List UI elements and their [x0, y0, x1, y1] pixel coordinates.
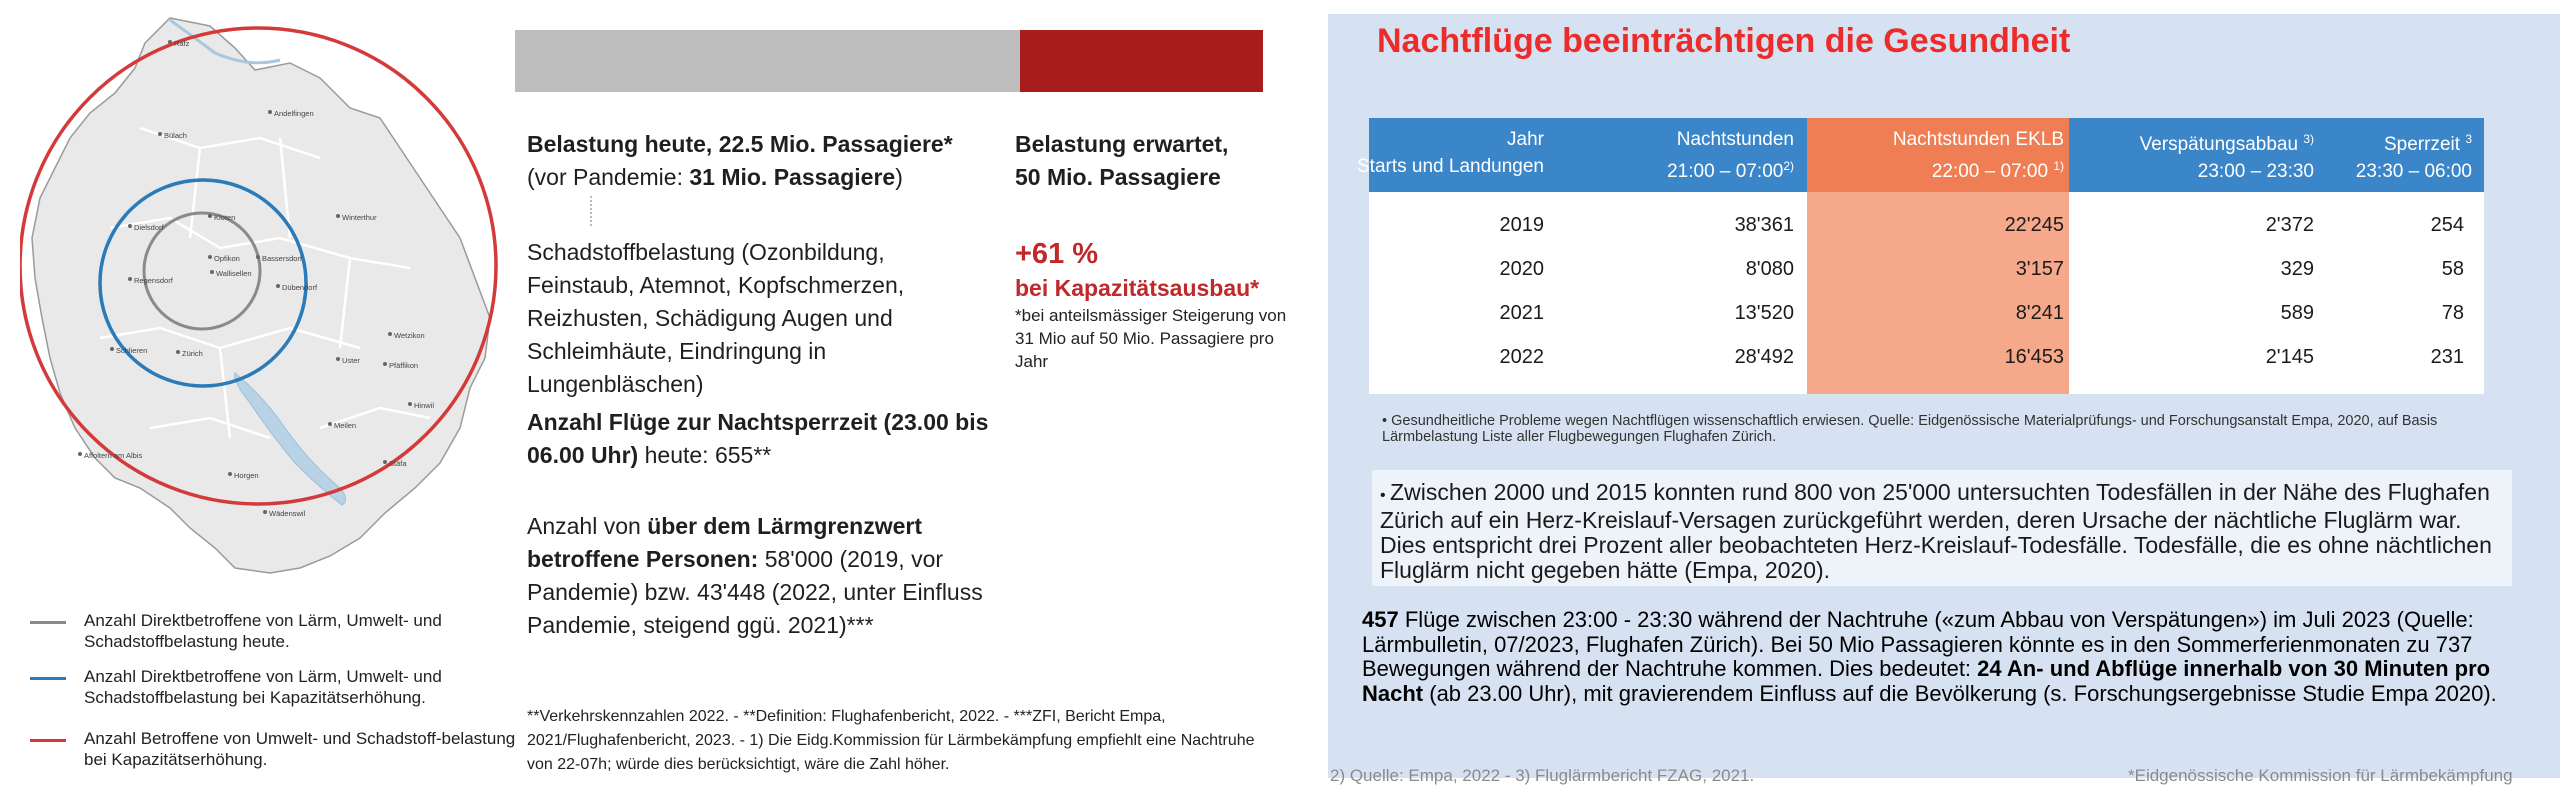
town-dot	[383, 362, 387, 366]
town-label: Andelfingen	[274, 109, 314, 118]
health-note-text: Gesundheitliche Probleme wegen Nachtflügen wissenschaftlich erwiesen. Quelle: Eidgenössische Materialprüfungs- und Forschungsanstalt Empa, 2020, auf Basis Lärmbelastung Liste aller Flugbewegungen Flughafen Zürich.	[1382, 413, 2438, 445]
town-label: Stäfa	[389, 459, 407, 468]
cell-versp-2019: 2'372	[2265, 214, 2314, 236]
cell-sperr-2019: 254	[2430, 214, 2464, 236]
legend-line-blue	[30, 677, 66, 680]
cell-versp-2020: 329	[2280, 258, 2314, 280]
cell-nacht-2020: 8'080	[1745, 258, 1794, 280]
cell-sperr-2022: 231	[2430, 346, 2464, 368]
town-dot	[256, 255, 260, 259]
cell-nacht-2022: 28'492	[1734, 346, 1794, 368]
para-bold: 24 An- und Abflüge innerhalb von 30 Minuten pro Nacht	[1362, 656, 2491, 706]
expected-heading-1: Belastung erwartet,	[1015, 131, 1229, 157]
header-eklb-l2-text: 22:00 – 07:00	[1931, 161, 2049, 182]
increase-pct: +61 %	[1015, 238, 1099, 270]
town-dot	[263, 510, 267, 514]
header-eklb-sup: 1)	[2053, 159, 2064, 173]
header-verspaetung	[2140, 126, 2314, 185]
para-text-b: (ab 23.00 Uhr), mit gravierendem Einfluss auf die Bevölkerung (s. Forschungsergebnisse Studie Empa 2020).	[1423, 680, 2497, 706]
increase-block	[1015, 236, 1295, 373]
pollution-text: Schadstoffbelastung (Ozonbildung, Feinstaub, Atemnot, Kopfschmerzen, Reizhusten, Schädigung Augen und Schleimhäute, Eindringung in Lungenbläschen)	[527, 239, 905, 397]
header-nachtstunden	[1667, 126, 1794, 185]
night-flights-table	[1357, 118, 2484, 394]
town-label: Meilen	[334, 421, 357, 430]
town-label: Winterthur	[342, 213, 377, 222]
header-eklb	[1893, 126, 2064, 185]
town-dot	[208, 255, 212, 259]
header-nachtstunden-sup: 2)	[1783, 159, 1794, 173]
header-verspaetung-l1	[2140, 126, 2314, 158]
town-dot	[110, 347, 114, 351]
affected-bold: über dem Lärmgrenzwert betroffene Personen:	[527, 513, 922, 572]
town-label: Hinwil	[414, 401, 435, 410]
middle-footnote: **Verkehrskennzahlen 2022. - **Definition: Flughafenbericht, 2022. - ***ZFI, Bericht Empa, 2021/Flughafenbericht, 2023. - 1) Die Eidg.Kommission für Lärmbekämpfung empfiehlt eine Nachtruhe von 22-07h; würde dies berücksichtigt, wäre die Zahl höher.	[527, 708, 1255, 773]
cell-jahr-2020: 2020	[1499, 258, 1544, 280]
today-pre-prefix: (vor Pandemie:	[527, 164, 690, 190]
cell-jahr-2022: 2022	[1499, 346, 1544, 368]
header-sperrzeit	[2356, 126, 2472, 185]
town-label: Schlieren	[116, 346, 148, 355]
town-dot	[78, 452, 82, 456]
town-dot	[336, 357, 340, 361]
cell-nacht-2019: 38'361	[1734, 214, 1794, 236]
panel-title: Nachtflüge beeinträchtigen die Gesundheit	[1377, 22, 2071, 60]
header-sperrzeit-l1-text: Sperrzeit	[2384, 134, 2461, 155]
town-dot	[158, 132, 162, 136]
header-sperrzeit-l1	[2356, 126, 2472, 158]
town-label: Wädenswil	[269, 509, 306, 518]
header-verspaetung-sup: 3)	[2303, 132, 2314, 146]
affected-prefix: Anzahl von	[527, 513, 648, 539]
header-eklb-l2	[1893, 153, 2064, 185]
expected-heading-2: 50 Mio. Passagiere	[1015, 164, 1221, 190]
town-dot	[268, 110, 272, 114]
town-label: Uster	[342, 356, 360, 365]
town-label: Regensdorf	[134, 276, 173, 285]
passenger-bar-increase	[1020, 30, 1263, 92]
today-pre-bold: 31 Mio. Passagiere	[689, 164, 896, 190]
cell-eklb-2020: 3'157	[2015, 258, 2064, 280]
town-dot	[388, 332, 392, 336]
para-text-a: Flüge zwischen 23:00 - 23:30 während der Nachtruhe («zum Abbau von Verspätungen») im Juli 2023 (Quelle: Lärmbulletin, 07/2023, Flughafen Zürich). Bei 50 Mio Passagieren könnte es in den Sommerferienmonaten zu 737 Bewegungen während der Nachtruhe kommen. Dies bedeutet:	[1362, 607, 2474, 681]
town-label: Kloten	[214, 213, 236, 222]
increase-note: *bei anteilsmässiger Steigerung von 31 Mio auf 50 Mio. Passagiere pro Jahr	[1015, 306, 1287, 371]
town-label: Opfikon	[214, 254, 240, 263]
flights-block	[527, 406, 1007, 472]
town-dot	[276, 284, 280, 288]
town-dot	[128, 224, 132, 228]
header-nachtstunden-l2-text: 21:00 – 07:00	[1667, 161, 1784, 182]
town-label: Pfäffikon	[389, 361, 419, 370]
town-label: Rafz	[174, 39, 190, 48]
town-dot	[228, 472, 232, 476]
header-nachtstunden-l1: Nachtstunden	[1676, 129, 1794, 150]
increase-label: bei Kapazitätsausbau*	[1015, 275, 1260, 301]
town-dot	[208, 214, 212, 218]
cell-eklb-2021: 8'241	[2015, 302, 2064, 324]
legend-line-red	[30, 739, 66, 742]
town-label: Dielsdorf	[134, 223, 164, 232]
town-dot	[408, 402, 412, 406]
town-label: Bülach	[164, 131, 187, 140]
town-dot	[328, 422, 332, 426]
health-note	[1382, 413, 2477, 445]
header-jahr-l1: Jahr	[1507, 129, 1544, 150]
cell-jahr-2019: 2019	[1499, 214, 1544, 236]
cell-versp-2021: 589	[2280, 302, 2314, 324]
header-sperrzeit-sup: 3	[2465, 132, 2472, 146]
cell-sperr-2021: 78	[2441, 302, 2464, 324]
header-nachtstunden-l2	[1667, 153, 1794, 185]
bullet-icon: •	[1382, 413, 1392, 429]
town-label: Horgen	[234, 471, 259, 480]
town-dot	[336, 214, 340, 218]
today-block	[527, 128, 1007, 194]
cell-eklb-2019: 22'245	[2004, 214, 2064, 236]
cell-jahr-2021: 2021	[1499, 302, 1544, 324]
town-dot	[210, 270, 214, 274]
affected-rest: 58'000 (2019, vor Pandemie) bzw. 43'448 (2022, unter Einfluss Pandemie, steigend ggü. 2021)***	[527, 546, 983, 638]
passenger-bar-today	[515, 30, 1020, 92]
cell-eklb-2022: 16'453	[2004, 346, 2064, 368]
cell-versp-2022: 2'145	[2265, 346, 2314, 368]
town-dot	[128, 277, 132, 281]
affected-block	[527, 510, 997, 642]
town-label: Zürich	[182, 349, 203, 358]
header-eklb-l1: Nachtstunden EKLB	[1892, 129, 2064, 150]
town-dot	[176, 350, 180, 354]
july-flights-paragraph	[1362, 608, 2512, 706]
legend-text-blue: Anzahl Direktbetroffene von Lärm, Umwelt- und Schadstoffbelastung bei Kapazitätserhöhung.	[84, 667, 442, 707]
town-dot	[168, 40, 172, 44]
canton-map	[20, 8, 500, 596]
expected-block	[1015, 128, 1285, 194]
header-jahr-l2: Starts und Landungen	[1357, 156, 1544, 177]
header-jahr	[1357, 126, 1544, 180]
source-left: 2) Quelle: Empa, 2022 - 3) Fluglärmbericht FZAG, 2021.	[1330, 766, 1755, 785]
bullet-icon: •	[1380, 487, 1391, 504]
town-label: Wetzikon	[394, 331, 425, 340]
para-number: 457	[1362, 607, 1399, 632]
flights-rest: heute: 655**	[638, 442, 772, 468]
header-sperrzeit-l2: 23:30 – 06:00	[2355, 161, 2472, 182]
today-heading: Belastung heute, 22.5 Mio. Passagiere*	[527, 131, 953, 157]
town-label: Affoltern am Albis	[84, 451, 143, 460]
cell-sperr-2020: 58	[2441, 258, 2464, 280]
empa-quote	[1380, 480, 2510, 583]
source-right: *Eidgenössische Kommission für Lärmbekämpfung	[2128, 766, 2513, 785]
town-label: Dübendorf	[282, 283, 318, 292]
legend-line-grey	[30, 621, 66, 624]
header-verspaetung-l1-text: Verspätungsabbau	[2139, 134, 2299, 155]
empa-quote-text: Zwischen 2000 und 2015 konnten rund 800 von 25'000 untersuchten Todesfällen in der Nähe des Flughafen Zürich auf ein Herz-Kreislauf-Versagen zurückgeführt werden, deren Ursache der nächtliche Fluglärm war. Dies entspricht drei Prozent aller beobachteten Herz-Kreislauf-Todesfälle. Todesfälle, die es ohne nächtlichen Fluglärm nicht gegeben hätte (Empa, 2020).	[1380, 479, 2492, 583]
today-pre-suffix: )	[895, 164, 903, 190]
legend-text-grey: Anzahl Direktbetroffene von Lärm, Umwelt- und Schadstoffbelastung heute.	[84, 611, 442, 651]
town-dot	[383, 460, 387, 464]
dotted-divider	[590, 196, 592, 226]
cell-nacht-2021: 13'520	[1734, 302, 1794, 324]
legend-text-red: Anzahl Betroffene von Umwelt- und Schadstoff-belastung bei Kapazitätserhöhung.	[84, 729, 516, 769]
town-label: Bassersdorf	[262, 254, 303, 263]
header-verspaetung-l2: 23:00 – 23:30	[2197, 161, 2314, 182]
flights-bold: Anzahl Flüge zur Nachtsperrzeit (23.00 bis 06.00 Uhr)	[527, 409, 989, 468]
town-label: Wallisellen	[216, 269, 252, 278]
